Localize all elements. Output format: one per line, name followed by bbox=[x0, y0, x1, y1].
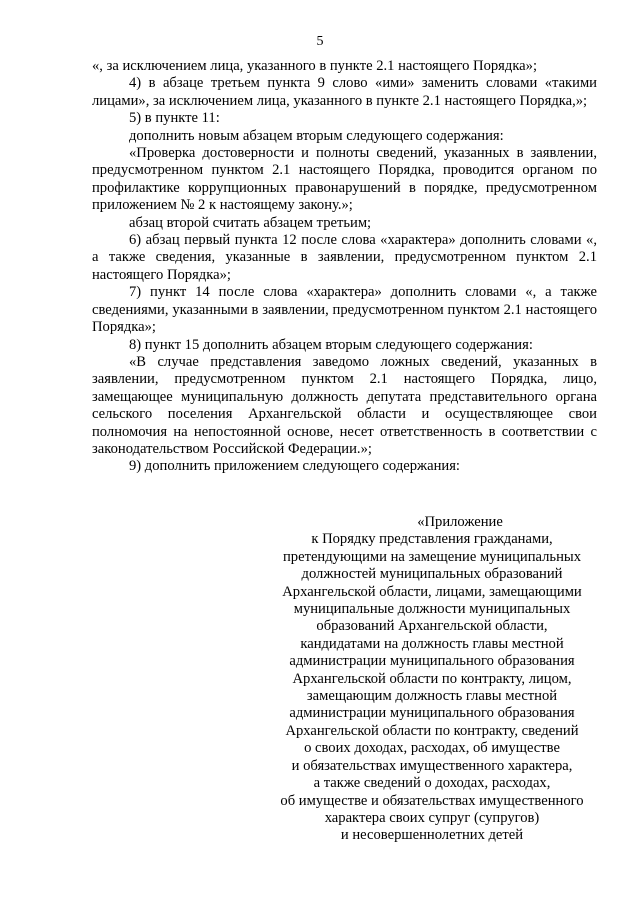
appendix-line: к Порядку представления гражданами, bbox=[311, 531, 553, 548]
paragraph-item-6: 6) абзац первый пункта 12 после слова «характера» дополнить словами «, а также сведения, указанные в заявлении, предусмотренном пунктом 2.1 настоящего Порядка»; bbox=[92, 232, 597, 283]
paragraph-item-4: 4) в абзаце третьем пункта 9 слово «ими» заменить словами «такими лицами», за исключением лица, указанного в пункте 2.1 настоящего Порядка,»; bbox=[92, 75, 597, 109]
appendix-line: об имуществе и обязательствах имущественного bbox=[280, 792, 584, 809]
paragraph-item-8-quote: «В случае представления заведомо ложных сведений, указанных в заявлении, предусмотренном пунктом 2.1 настоящего Порядка, лицо, замещающее муниципальную должность депутата представительного органа сельского поселения Архангельской области и осуществляющее свои полномочия на непостоянной основе, несет ответственность в соответствии с законодательством Российской Федерации.»; bbox=[92, 353, 597, 457]
paragraph-item-5: 5) в пункте 11: bbox=[129, 110, 220, 127]
appendix-line: Архангельской области по контракту, лицом, bbox=[292, 670, 572, 687]
appendix-line: администрации муниципального образования bbox=[289, 653, 575, 670]
document-body bbox=[92, 58, 597, 476]
appendix-line: кандидатами на должность главы местной bbox=[300, 635, 564, 652]
appendix-line: и несовершеннолетних детей bbox=[340, 827, 524, 844]
paragraph-item-8: 8) пункт 15 дополнить абзацем вторым следующего содержания: bbox=[129, 336, 533, 353]
appendix-heading: «Приложение bbox=[417, 514, 503, 530]
appendix-line: Архангельской области по контракту, сведений bbox=[285, 722, 579, 739]
appendix-line: Архангельской области, лицами, замещающими bbox=[282, 583, 582, 600]
appendix-line: замещающим должность главы местной bbox=[306, 688, 558, 705]
appendix-line: претендующими на замещение муниципальных bbox=[282, 548, 581, 565]
paragraph-item-5-intro: дополнить новым абзацем вторым следующего содержания: bbox=[129, 127, 504, 144]
appendix-line: и обязательствах имущественного характера, bbox=[291, 757, 573, 774]
appendix-line: должностей муниципальных образований bbox=[301, 566, 563, 583]
paragraph-continuation: «, за исключением лица, указанного в пункте 2.1 настоящего Порядка»; bbox=[92, 58, 538, 74]
paragraph-item-5-renumber: абзац второй считать абзацем третьим; bbox=[129, 214, 372, 231]
page-number: 5 bbox=[316, 34, 324, 49]
appendix-line: а также сведений о доходах, расходах, bbox=[313, 775, 551, 792]
appendix-line: муниципальные должности муниципальных bbox=[293, 601, 571, 618]
paragraph-item-5-quote: «Проверка достоверности и полноты сведений, указанных в заявлении, предусмотренном пунктом 2.1 настоящего Порядка, проводится органом по профилактике коррупционных правонарушений в порядке, предусмотренном приложением № 2 к настоящему закону.»; bbox=[92, 145, 597, 214]
appendix-line: образований Архангельской области, bbox=[316, 618, 548, 635]
appendix-line: администрации муниципального образования bbox=[289, 705, 575, 722]
appendix-line: характера своих супруг (супругов) bbox=[324, 809, 540, 826]
appendix-line: о своих доходах, расходах, об имуществе bbox=[304, 740, 560, 757]
paragraph-item-9: 9) дополнить приложением следующего содержания: bbox=[129, 458, 460, 475]
appendix-header bbox=[262, 514, 602, 845]
paragraph-item-7: 7) пункт 14 после слова «характера» дополнить словами «, а также сведениями, указанными в заявлении, предусмотренном пунктом 2.1 настоящего Порядка»; bbox=[92, 284, 597, 336]
